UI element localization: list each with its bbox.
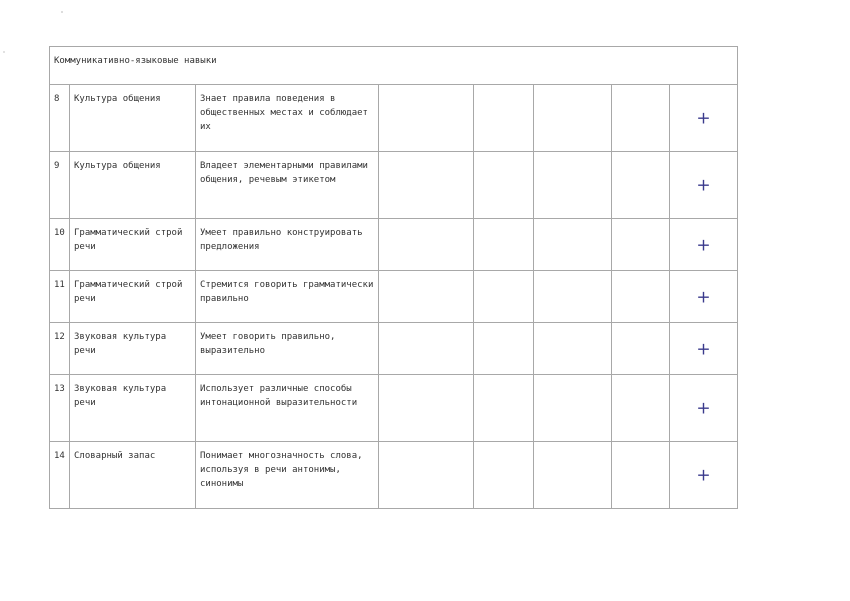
row-number: 10 (50, 219, 70, 271)
plus-mark: + (696, 398, 711, 419)
skill-area: Словарный запас (70, 442, 196, 509)
skill-description: Стремится говорить грамматически правильно (196, 271, 379, 323)
plus-mark: + (696, 175, 711, 196)
section-title: Коммуникативно-языковые навыки (50, 47, 738, 85)
row-number: 13 (50, 375, 70, 442)
scan-speck (3, 51, 4, 52)
scan-speck (61, 11, 62, 12)
plus-mark: + (696, 286, 711, 307)
skill-area: Культура общения (70, 152, 196, 219)
row-number: 14 (50, 442, 70, 509)
row-number: 11 (50, 271, 70, 323)
skill-description: Использует различные способы интонационной выразительности (196, 375, 379, 442)
plus-mark: + (696, 338, 711, 359)
skill-area: Грамматический строй речи (70, 271, 196, 323)
skill-description: Понимает многозначность слова, используя в речи антонимы, синонимы (196, 442, 379, 509)
skill-description: Владеет элементарными правилами общения, речевым этикетом (196, 152, 379, 219)
row-number: 8 (50, 85, 70, 152)
plus-mark: + (696, 465, 711, 486)
row-number: 12 (50, 323, 70, 375)
skill-area: Грамматический строй речи (70, 219, 196, 271)
plus-mark: + (696, 108, 711, 129)
skill-area: Звуковая культура речи (70, 375, 196, 442)
skill-description: Умеет говорить правильно, выразительно (196, 323, 379, 375)
skill-description: Умеет правильно конструировать предложения (196, 219, 379, 271)
plus-mark: + (696, 234, 711, 255)
skill-area: Культура общения (70, 85, 196, 152)
row-number: 9 (50, 152, 70, 219)
skill-area: Звуковая культура речи (70, 323, 196, 375)
skill-description: Знает правила поведения в общественных местах и соблюдает их (196, 85, 379, 152)
